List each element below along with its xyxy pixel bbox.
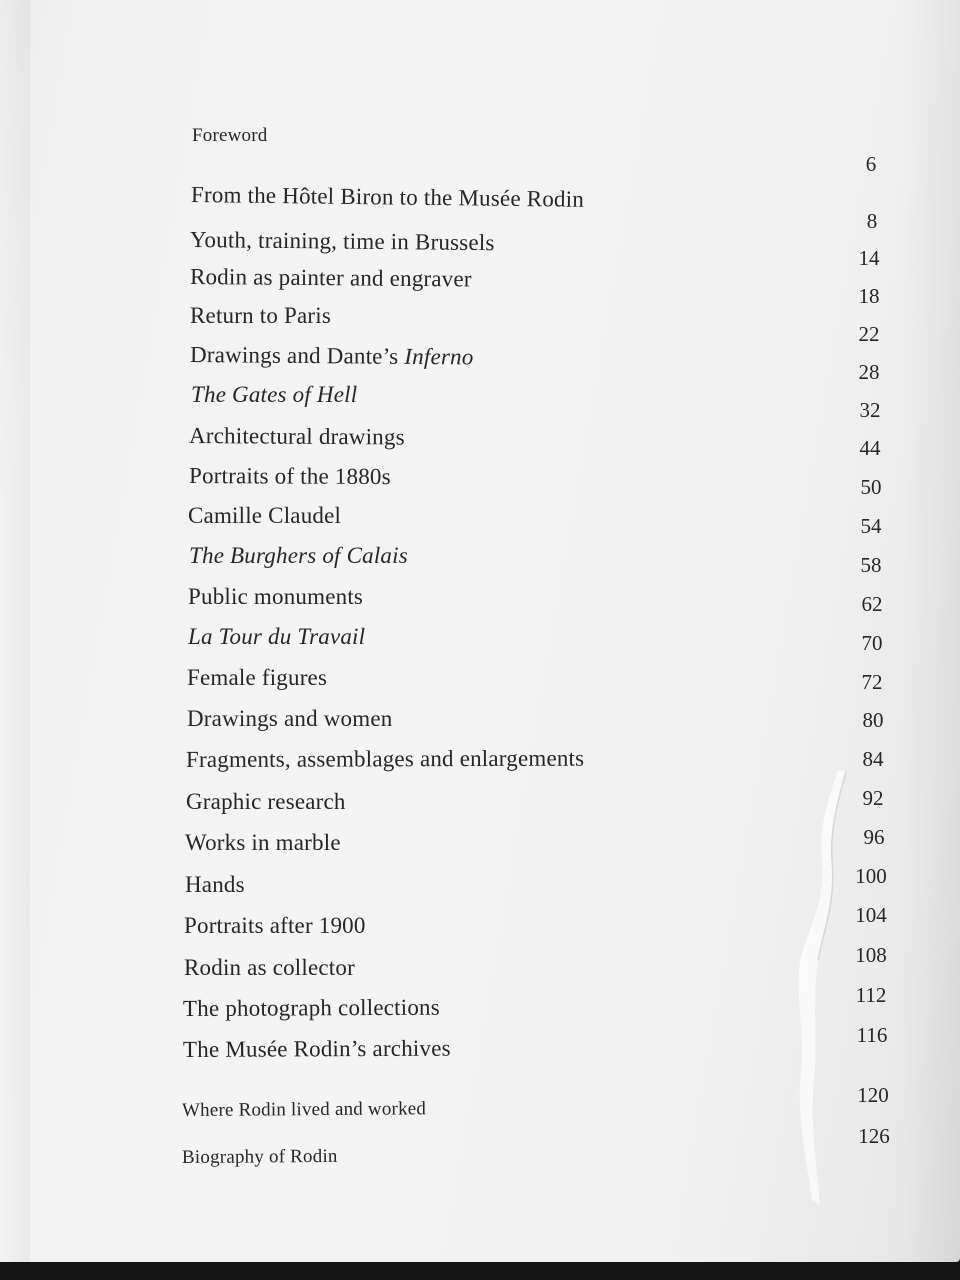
toc-page-youth-training: 14 — [858, 246, 880, 270]
toc-page-fragments: 84 — [862, 747, 884, 771]
toc-page-camille-claudel: 54 — [860, 514, 882, 538]
toc-page-musee-archives: 116 — [856, 1023, 888, 1047]
toc-title-biography: Biography of Rodin — [181, 1145, 338, 1168]
toc-title-musee-archives: The Musée Rodin’s archives — [182, 1035, 451, 1062]
toc-page-hands: 100 — [855, 864, 887, 888]
toc-title-female-figures: Female figures — [187, 665, 328, 690]
toc-title-fragments: Fragments, assemblages and enlargements — [185, 745, 585, 772]
toc-page-architectural-drawings: 44 — [859, 436, 881, 460]
toc-page-female-figures: 72 — [861, 670, 883, 694]
toc-title-camille-claudel: Camille Claudel — [188, 503, 342, 528]
toc-page-gates-of-hell: 32 — [859, 398, 881, 422]
toc-page-burghers-calais: 58 — [860, 553, 882, 577]
toc-title-gates-of-hell: The Gates of Hell — [191, 382, 358, 407]
toc-title-drawings-women: Drawings and women — [187, 706, 393, 731]
toc-page-portraits-1900: 104 — [855, 903, 887, 927]
toc-title-hotel-biron: From the Hôtel Biron to the Musée Rodin — [190, 182, 585, 212]
toc-page-drawings-women: 80 — [862, 708, 884, 732]
dark-background-edge — [0, 1262, 960, 1280]
toc-title-drawings-dante — [190, 342, 474, 370]
toc-title-graphic-research: Graphic research — [186, 789, 346, 814]
toc-page-photograph-collections: 112 — [855, 983, 887, 1007]
toc-title-hands: Hands — [185, 872, 245, 897]
toc-title-portraits-1880s: Portraits of the 1880s — [188, 463, 391, 490]
toc-title-portraits-1900: Portraits after 1900 — [184, 913, 366, 938]
toc-title-return-paris: Return to Paris — [190, 303, 331, 328]
toc-page-public-monuments: 62 — [861, 592, 883, 616]
toc-title-works-marble: Works in marble — [185, 830, 341, 855]
toc-page-graphic-research: 92 — [862, 786, 884, 810]
toc-title-painter-engraver: Rodin as painter and engraver — [189, 264, 472, 292]
toc-title-tour-du-travail: La Tour du Travail — [188, 624, 366, 649]
toc-title-drawings-dante-text: Drawings and Dante’s — [189, 342, 405, 369]
toc-page-where-rodin-lived: 120 — [857, 1083, 889, 1107]
toc-title-rodin-collector: Rodin as collector — [184, 955, 355, 980]
toc-page-drawings-dante: 28 — [858, 360, 880, 384]
toc-title-architectural-drawings: Architectural drawings — [188, 423, 405, 450]
toc-title-foreword: Foreword — [192, 125, 268, 146]
toc-title-youth-training: Youth, training, time in Brussels — [189, 227, 495, 256]
toc-page-rodin-collector: 108 — [855, 943, 887, 967]
toc-title-photograph-collections: The photograph collections — [182, 994, 440, 1021]
toc-title-public-monuments: Public monuments — [188, 584, 364, 609]
toc-page-works-marble: 96 — [863, 825, 885, 849]
toc-page-portraits-1880s: 50 — [860, 475, 882, 499]
toc-title-drawings-dante-italic: Inferno — [404, 343, 474, 370]
toc-page-return-paris: 22 — [858, 322, 880, 346]
toc-title-burghers-calais: The Burghers of Calais — [189, 543, 408, 568]
toc-page-biography: 126 — [858, 1124, 890, 1148]
toc-page-tour-du-travail: 70 — [861, 631, 883, 655]
toc-title-where-rodin-lived: Where Rodin lived and worked — [181, 1098, 427, 1121]
toc-page-painter-engraver: 18 — [858, 284, 880, 308]
toc-page-hotel-biron: 8 — [866, 209, 878, 233]
toc-page-foreword: 6 — [865, 152, 877, 176]
